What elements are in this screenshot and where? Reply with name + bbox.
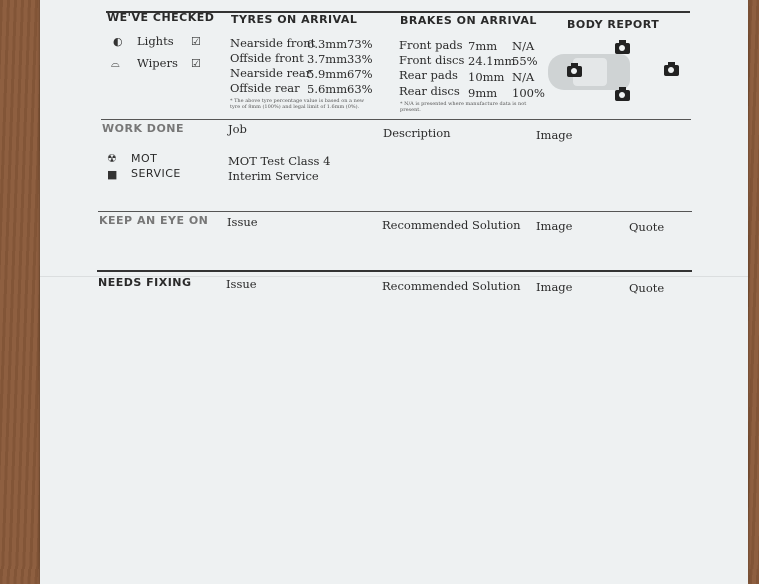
col-issue: Issue (227, 215, 258, 229)
brake-pct: 55% (512, 54, 538, 68)
work-job: Interim Service (228, 169, 319, 183)
camera-icon[interactable] (567, 66, 582, 77)
camera-icon[interactable] (664, 65, 679, 76)
brake-pct: 100% (512, 86, 545, 100)
col-quote: Quote (629, 281, 665, 295)
checkmark-icon: ☑ (191, 35, 201, 48)
brake-depth: 9mm (468, 86, 498, 100)
brakes-footnote: * N/A is presented where manufacture data is not present. (400, 101, 527, 113)
col-image: Image (536, 219, 573, 233)
brake-name: Rear discs (399, 84, 460, 98)
camera-icon[interactable] (615, 90, 630, 101)
tyre-pct: 63% (347, 82, 373, 96)
tyre-name: Nearside rear (230, 66, 312, 80)
tyre-depth: 5.9mm (307, 67, 348, 81)
col-issue: Issue (226, 277, 257, 291)
needs-fixing-header: NEEDS FIXING (98, 276, 192, 289)
tyre-name: Offside front (230, 51, 304, 65)
keep-eye-header: KEEP AN EYE ON (99, 214, 209, 227)
col-quote: Quote (629, 220, 665, 234)
work-label: MOT (131, 152, 158, 165)
brake-depth: 10mm (468, 70, 505, 84)
service-icon: ■ (107, 168, 118, 181)
col-description: Description (383, 126, 451, 140)
tyre-pct: 67% (347, 67, 373, 81)
work-job: MOT Test Class 4 (228, 154, 331, 168)
headlight-icon: ◐ (113, 35, 123, 48)
brake-name: Rear pads (399, 68, 458, 82)
col-solution: Recommended Solution (382, 279, 521, 293)
checked-item-label: Lights (137, 34, 174, 48)
mot-icon: ☢ (107, 152, 117, 165)
brake-depth: 7mm (468, 39, 498, 53)
tyre-depth: 6.3mm (307, 37, 348, 51)
col-job: Job (228, 122, 247, 136)
work-label: SERVICE (131, 167, 181, 180)
col-solution: Recommended Solution (382, 218, 521, 232)
checkmark-icon: ☑ (191, 57, 201, 70)
camera-icon[interactable] (615, 43, 630, 54)
brake-pct: N/A (512, 39, 535, 53)
section-divider (101, 119, 691, 120)
tyre-depth: 3.7mm (307, 52, 348, 66)
checked-header: WE'VE CHECKED (107, 11, 215, 24)
body-report-header: BODY REPORT (567, 18, 660, 31)
brake-name: Front discs (399, 53, 465, 67)
tyre-pct: 33% (347, 52, 373, 66)
col-image: Image (536, 128, 573, 142)
tyre-name: Nearside front (230, 36, 316, 50)
checked-item-label: Wipers (137, 56, 178, 70)
brakes-header: BRAKES ON ARRIVAL (400, 14, 537, 27)
brake-name: Front pads (399, 38, 463, 52)
tyre-pct: 73% (347, 37, 373, 51)
brake-depth: 24.1mm (468, 54, 516, 68)
work-done-header: WORK DONE (102, 122, 185, 135)
tyre-depth: 5.6mm (307, 82, 348, 96)
tyres-header: TYRES ON ARRIVAL (231, 13, 358, 26)
section-divider (97, 270, 692, 272)
col-image: Image (536, 280, 573, 294)
wiper-icon: ⌓ (111, 57, 120, 70)
tyres-footnote: * The above tyre percentage value is based on a new tyre of 8mm (100%) and legal limit of 1.6mm (0%). (230, 98, 365, 110)
tyre-name: Offside rear (230, 81, 300, 95)
brake-pct: N/A (512, 70, 535, 84)
section-divider (98, 211, 692, 212)
